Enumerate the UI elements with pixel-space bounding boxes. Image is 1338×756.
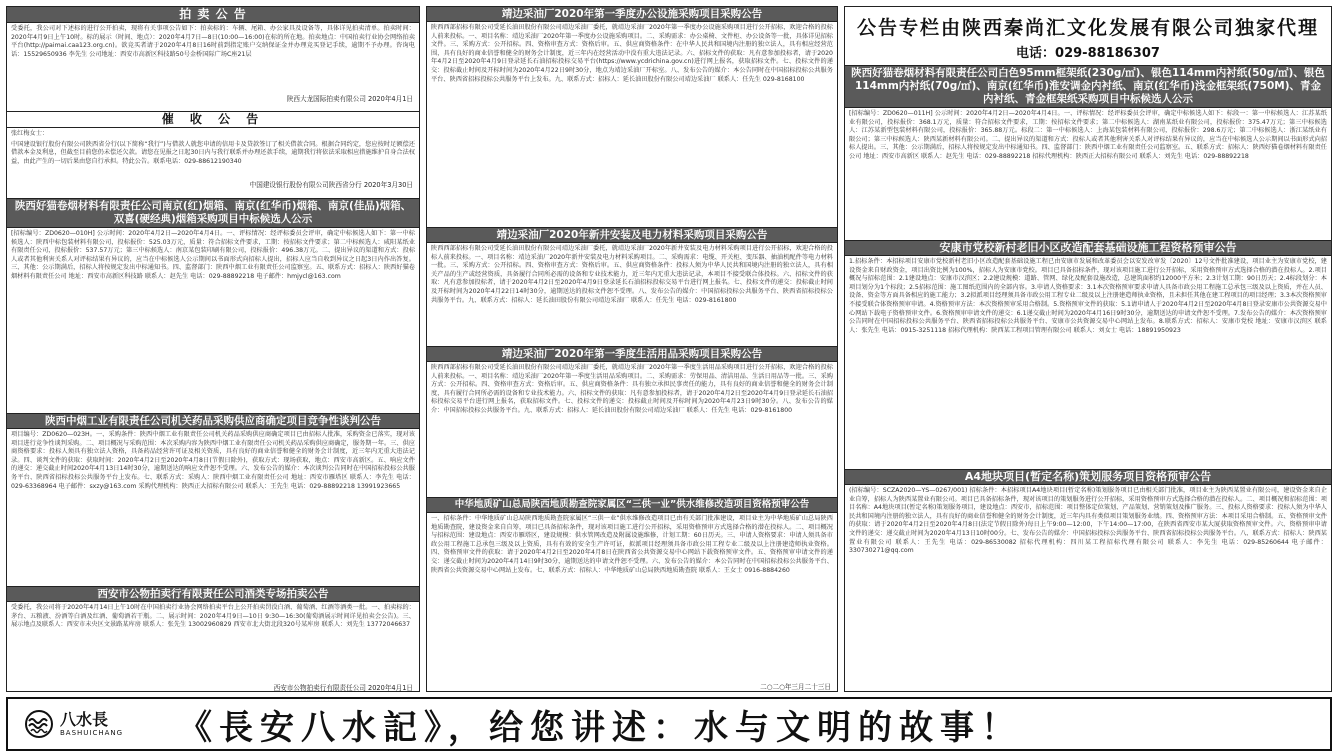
agent-banner: [845, 7, 1331, 66]
living-goods-title: 靖边采油厂2020年第一季度生活用品采购项目采购公告: [427, 347, 837, 362]
brand-logo: [22, 709, 172, 739]
water-supply-body: 一、招标条件：中华地质矿山总局陕西地质勘查院家属区“三供一业”供水维修改造项目已由有关部门批准建设，项目业主为中华地质矿山总局陕西地质勘查院，建设资金来自自筹，项目已具备招标条件，现对该项目施工进行公开招标，采用资格预审方式选择合格的潜在投标人。二、项目概况与招标范围：建设地点：西安市雁塔区，建设规模：供水管网改造及附属设施维修，计划工期：60日历天。三、申请人资格要求：申请人须具备市政公用工程施工总承包三级及以上资质，具有有效的安全生产许可证，拟派项目经理须具备市政公用工程专业二级及以上注册建造师执业资格。四、资格预审文件的获取：请于2020年4月2日至2020年4月8日在陕西省公共资源交易中心网站下载资格预审文件。五、资格预审申请文件的递交：递交截止时间为2020年4月14日9时30分，逾期送达的申请文件恕不受理。六、发布公告的媒介：本公告同时在中国招标投标公共服务平台、陕西省公共资源交易中心网站上发布。七、联系方式：招标人：中华地质矿山总局陕西地质勘查院 联系人：王女士 0916-8884260: [431, 515, 833, 574]
liquor-auction-sign: 西安市公物拍卖行有限责任公司 2020年4月1日: [273, 684, 413, 692]
water-supply-notice: [427, 498, 837, 692]
paper-material-notice: [845, 66, 1331, 241]
column-right: [844, 6, 1332, 692]
tobacco-pack-title: 陕西好猫卷烟材料有限责任公司南京(红)烟箱、南京(红华币)烟箱、南京(佳品)烟箱、双喜(硬经典)烟箱采购项目中标候选人公示: [7, 199, 419, 228]
wave-logo-icon: [22, 709, 56, 739]
a4-plot-notice: [845, 470, 1331, 690]
cigarette-cases-notice: [7, 414, 419, 587]
a4-plot-title: A4地块项目(暂定名称)策划服务项目资格预审公告: [845, 470, 1331, 485]
agent-banner-title: 公告专栏由陕西秦尚汇文化发展有限公司独家代理: [856, 17, 1319, 39]
collection-notice-title: 催 收 公 告: [7, 112, 419, 128]
column-left: [6, 6, 420, 692]
living-goods-notice: [427, 347, 837, 498]
power-material-notice: [427, 228, 837, 347]
agent-banner-phone: 电话：029-88186307: [1016, 46, 1160, 61]
ankang-title: 安康市党校新村老旧小区改造配套基础设施工程资格预审公告: [845, 241, 1331, 256]
water-supply-title: 中华地质矿山总局陕西地质勘查院家属区“三供一业”供水维修改造项目资格预审公告: [427, 498, 837, 513]
living-goods-body: 陕西西部招标有限公司受延长油田股份有限公司靖边采油厂委托，就靖边采油厂2020年第一季度生活用品采购项目进行公开招标，欢迎合格的投标人前来投标。一、项目名称：靖边采油厂2020年第一季度生活用品采购项目。二、采购需求：劳保用品、清洁用品、生活日用品等一批。三、采购方式：公开招标。四、资格审查方式：资格后审。五、供应商资格条件：具有独立承担民事责任的能力，具有良好的商业信誉和健全的财务会计制度，具有履行合同所必需的设备和专业技术能力。六、招标文件的获取：凡有意参加投标者，请于2020年4月2日至2020年4月9日登录延长石油招标投标交易平台进行网上报名，获取招标文件。七、投标文件的递交：投标截止时间及开标时间为2020年4月23日9时30分。八、发布公告的媒介：中国招标投标公共服务平台。九、联系方式：招标人：延长油田股份有限公司靖边采油厂 联系人：任先生 电话：029-8161800: [431, 364, 833, 414]
liquor-auction-body: 受委托，我公司将于2020年4月14日上午10时在中国拍卖行业协会网络拍卖平台上公开拍卖罚没白酒、葡萄酒、红酒等酒类一批。一、拍卖标的：茅台、五粮液、汾酒等白酒及红酒、葡萄酒若干瓶。二、展示时间：2020年4月9日—10日 9:30—16:30(葡萄酒展示时间详见拍卖会公告)。三、展示地点及联系人：西安市未央区文景路某库房 联系人：张先生 13002960829 西安市北大街北段320号某库房 联系人：刘先生 13772046637: [11, 604, 415, 629]
collection-notice: [7, 112, 419, 199]
auction-notice-title: 拍 卖 公 告: [7, 7, 419, 23]
bottom-advertisement: [6, 697, 1332, 751]
office-procurement-title: 靖边采油厂2020年第一季度办公设施采购项目采购公告: [427, 7, 837, 22]
collection-notice-body: 中国建设银行股份有限公司陕西省分行(以下简称“我行”)与借款人就您申请的信用卡及贷款签订了相关借款合同。根据合同约定，您应按时足额偿还借款本金及利息，但截至目前您仍未偿还欠款。请您在见报之日起30日内与我行联系并办理还款手续，逾期我行将依法采取相应措施维护自身合法权益，由此产生的一切后果由您自行承担。特此公告。联系电话：029-88612190340: [11, 140, 415, 165]
cigarette-cases-title: 陕西中烟工业有限责任公司机关药品采购供应商确定项目竞争性谈判公告: [7, 414, 419, 429]
a4-plot-body: (招标编号：SCZA2020—YS—0267/001) 招标条件：本招标项目A4地块项目(暂定名称)策划服务项目已由相关部门批准，项目业主为陕西某置业有限公司，建设资金来自企业自筹，招标人为陕西某置业有限公司。项目已具备招标条件，现对该项目的策划服务进行公开招标，采用资格预审方式选择合格的潜在投标人。二、项目概况和招标范围：项目名称：A4地块项目(暂定名称)策划服务项目，建设地点：西安市，招标范围：项目整体定位策划、产品策划、营销策划及推广服务。三、投标人资格要求：投标人须为中华人民共和国境内注册的独立法人，具有良好的商业信誉和健全的财务会计制度，近三年内具有类似项目策划服务业绩。四、资格预审方法：本项目采用合格制。五、资格预审文件的获取：请于2020年4月2日至2020年4月8日(法定节假日除外)每日上午9:00—12:00，下午14:00—17:00，在陕西省西安市某大厦获取资格预审文件。六、资格预审申请文件的递交：递交截止时间为2020年4月13日10时00分。七、发布公告的媒介：中国招标投标公共服务平台、陕西省招标投标公共服务平台。八、联系方式：招标人：陕西某置业有限公司 联系人：王先生 电话：029-86530082 招标代理机构：四川某工程招标代理有限公司 联系人：李先生 电话：029-85260644 电子邮件：330730271@qq.com: [849, 487, 1327, 555]
collection-notice-greeting: 张红梅女士：: [11, 130, 49, 137]
column-middle: [426, 6, 838, 692]
power-material-body: 陕西西部招标有限公司受延长油田股份有限公司靖边采油厂委托，就靖边采油厂2020年新井安装及电力材料采购项目进行公开招标，欢迎合格的投标人前来投标。一、项目名称：靖边采油厂2020年新井安装及电力材料采购项目。二、采购需求：电缆、开关柜、变压器、抽油机配件等电力材料一批。三、采购方式：公开招标。四、资格审查方式：资格后审。五、供应商资格条件：投标人须为中华人民共和国境内注册的独立法人，具有相关产品的生产或经营资质，具备履行合同所必需的设备和专业技术能力，近三年内无重大违法记录，本项目不接受联合体投标。六、招标文件的获取：凡有意参加投标者，请于2020年4月2日至2020年4月9日登录延长石油招标投标交易平台进行网上报名。七、投标文件的递交：投标截止时间及开标时间为2020年4月22日14时30分，逾期送达的投标文件恕不受理。八、发布公告的媒介：中国招标投标公共服务平台、陕西省招标投标公共服务平台。九、联系方式：招标人：延长油田股份有限公司靖边采油厂 联系人：任先生 电话：029-8161800: [431, 245, 833, 304]
paper-material-body: [招标编号：ZD0620—011H] 公示时间：2020年4月2日—2020年4月4日。一、评标情况：经评标委员会评审，确定中标候选人如下：标段一：第一中标候选人：江苏某纸业有限公司，投标报价：368.1万元，质量：符合招标文件要求，工期：按招标文件要求；第二中标候选人：湖南某纸业有限公司，投标报价：375.47万元；第三中标候选人：江苏某新型包装材料有限公司，投标报价：365.88万元。标段二：第一中标候选人：上海某包装材料有限公司，投标报价：298.6万元；第二中标候选人：浙江某纸业有限公司；第三中标候选人：陕西某新材料有限公司。二、提出异议的渠道和方式：投标人或者其他利害关系人对评标结果有异议的，应当在中标候选人公示期间以书面形式向招标人提出。三、其他：公示期满后，招标人将按规定发出中标通知书。四、监督部门：陕西中烟工业有限责任公司监察室。五、联系方式：招标人：陕西好猫卷烟材料有限责任公司 地址：西安市高新区 联系人：赵先生 电话：029-88892218 招标代理机构：陕西正大招标有限公司 联系人：刘先生 电话：029-88892218: [849, 110, 1327, 160]
tobacco-pack-body: [招标编号：ZD0620—010H] 公示时间：2020年4月2日—2020年4月4日。一、评标情况：经评标委员会评审，确定中标候选人如下：第一中标候选人：陕西中标包装材料有限公司，投标报价：525.03万元，质量：符合招标文件要求，工期：按招标文件要求；第二中标候选人：咸阳某纸业有限责任公司，投标报价：537.57万元；第三中标候选人：南京某包装印刷有限公司，投标报价：496.38万元。二、提出异议的渠道和方式：投标人或者其他利害关系人对评标结果有异议的，应当在中标候选人公示期间以书面形式向招标人提出，招标人应当自收到异议之日起3日内作出答复。三、其他：公示期满后，招标人将按规定发出中标通知书。四、监督部门：陕西中烟工业有限责任公司监察室。五、联系方式：招标人：陕西好猫卷烟材料有限责任公司 地址：西安市高新区科技路 联系人：赵先生 电话：029-88892218 电子邮件：hmjycl@163.com: [11, 230, 415, 280]
collection-notice-sign: 中国建设银行股份有限公司陕西省分行 2020年3月30日: [249, 180, 413, 189]
water-supply-sign: 二○二○年三月二十三日: [760, 683, 831, 691]
paper-material-title: 陕西好猫卷烟材料有限责任公司白色95mm框架纸(230g/㎡)、银色114mm内衬纸(50g/㎡)、银色114mm内衬纸(70g/㎡)、南京(红华币)淮安调金内衬纸、南京(红华币)浅金框架纸(750M)、青金内衬纸、青金框架纸采购项目中标候选人公示: [845, 66, 1331, 108]
brand-name-cn: 八水長: [60, 709, 109, 729]
ad-slogan: 《長安八水記》，给您讲述：水与文明的故事！: [178, 707, 1022, 748]
tobacco-pack-notice: [7, 199, 419, 414]
ankang-body: 1.招标条件：本招标项目安康市党校新村老旧小区改造配套基础设施工程已由安康市发展和改革委员会以安发改审发〔2020〕12号文件批准建设，项目业主为安康市党校，建设资金来自财政资金，项目出资比例为100%，招标人为安康市党校。项目已具备招标条件，现对该项目施工进行公开招标，采用资格预审方式选择合格的潜在投标人。2.项目概况与招标范围：2.1建设地点：安康市汉滨区；2.2建设规模：道路、管网、绿化及配套设施改造，总建筑面积约12000平方米；2.3计划工期：90日历天；2.4标段划分：本项目划分为1个标段；2.5招标范围：施工图纸范围内的全部内容。3.申请人资格要求：3.1本次资格预审要求申请人具备市政公用工程施工总承包三级及以上资质，并在人员、设备、资金等方面具备相应的施工能力；3.2拟派项目经理须具备市政公用工程专业二级及以上注册建造师执业资格，且未担任其他在建工程项目的项目经理；3.3本次资格预审不接受联合体资格预审申请。4.资格预审方法：本次资格预审采用合格制。5.资格预审文件的获取：5.1请申请人于2020年4月2日至2020年4月8日登录安康市公共资源交易中心网站下载电子资格预审文件。6.资格预审申请文件的递交：6.1递交截止时间为2020年4月16日9时30分，逾期送达的申请文件恕不受理。7.发布公告的媒介：本次资格预审公告同时在中国招标投标公共服务平台、陕西省招标投标公共服务平台、安康市公共资源交易中心网站上发布。8.联系方式：招标人：安康市党校 地址：安康市汉滨区 联系人：张先生 电话：0915-3251118 招标代理机构：陕西某工程项目管理有限公司 联系人：刘女士 电话：18891950923: [849, 258, 1327, 334]
auction-notice-body: 受委托，我公司对下述标的进行公开拍卖，现将有关事项公告如下：拍卖标的：车辆、尾箱、办公家具及设备等，具体详见拍卖清单。拍卖时间：2020年4月9日上午10时。标的展示（时间、地点）：2020年4月7日—8日(10:00—16:00)在标的所在地。拍卖地点：中国拍卖行业协会网络拍卖平台(http://paimai.caa123.org.cn)。欲竞买者请于2020年4月8日16时前到指定账户交纳保证金并办理竞买登记手续，逾期不予办理。咨询电话：15529650936 李先生 公司地址：西安市高新区科技路50号金桥国际广场C座21层: [11, 25, 415, 58]
brand-text: [60, 711, 123, 738]
liquor-auction-title: 西安市公物拍卖行有限责任公司酒类专场拍卖公告: [7, 587, 419, 602]
brand-name-en: BASHUICHANG: [60, 728, 124, 737]
cigarette-cases-body: 项目编号：ZD0620—023H。一、采购条件：陕西中烟工业有限责任公司机关药品采购供应商确定项目已由招标人批准，采购资金已落实，现对该项目进行竞争性谈判采购。二、项目概况与采购范围：本次采购内容为陕西中烟工业有限责任公司机关药品采购供应商确定，服务期一年。三、供应商资格要求：投标人须具有独立法人资格，具备药品经营许可证及相关资质，具有良好的商业信誉和健全的财务会计制度，近三年内无重大违法记录。四、谈判文件的获取：获取时间：2020年4月2日至2020年4月8日(节假日除外)，获取方式：现场获取，地点：西安市高新区。五、响应文件的递交：递交截止时间2020年4月13日14时30分，逾期送达的响应文件恕不受理。六、发布公告的媒介：本次谈判公告同时在中国招标投标公共服务平台、陕西省招标投标公共服务平台上发布。七、联系方式：采购人：陕西中烟工业有限责任公司 地址：西安市雁塔区 联系人：李先生 电话：029-63368964 电子邮件：sxzy@163.com 采购代理机构：陕西正大招标有限公司 联系人：王先生 电话：029-88892218 13991923665: [11, 431, 415, 490]
auction-notice: [7, 7, 419, 112]
auction-notice-sign: 陕西大龙国际拍卖有限公司 2020年4月1日: [286, 95, 413, 103]
ankang-notice: [845, 241, 1331, 470]
office-procurement-body: 陕西西部招标有限公司受延长油田股份有限公司靖边采油厂委托，就靖边采油厂2020年第一季度办公设施采购项目进行公开招标，欢迎合格的投标人前来投标。一、项目名称：靖边采油厂2020年第一季度办公设施采购项目。二、采购需求：办公桌椅、文件柜、办公设备等一批，具体详见招标文件。三、采购方式：公开招标。四、资格审查方式：资格后审。五、供应商资格条件：在中华人民共和国境内注册的独立法人，具有相应经营范围，具有良好的商业信誉和健全的财务会计制度，近三年内在经营活动中没有重大违法记录。六、招标文件的获取：凡有意参加投标者，请于2020年4月2日至2020年4月9日登录延长石油招标投标交易平台(https://www.ycdrichina.gov.cn)进行网上报名，获取招标文件。七、投标文件的递交：投标截止时间及开标时间为2020年4月22日9时30分，地点为靖边采油厂开标室。八、发布公告的媒介：本公告同时在中国招标投标公共服务平台、陕西省招标投标公共服务平台上发布。九、联系方式：招标人：延长油田股份有限公司靖边采油厂 联系人：任先生 029-8168100: [431, 24, 833, 83]
office-procurement-notice: [427, 7, 837, 228]
power-material-title: 靖边采油厂2020年新井安装及电力材料采购项目采购公告: [427, 228, 837, 243]
liquor-auction-notice: [7, 587, 419, 692]
